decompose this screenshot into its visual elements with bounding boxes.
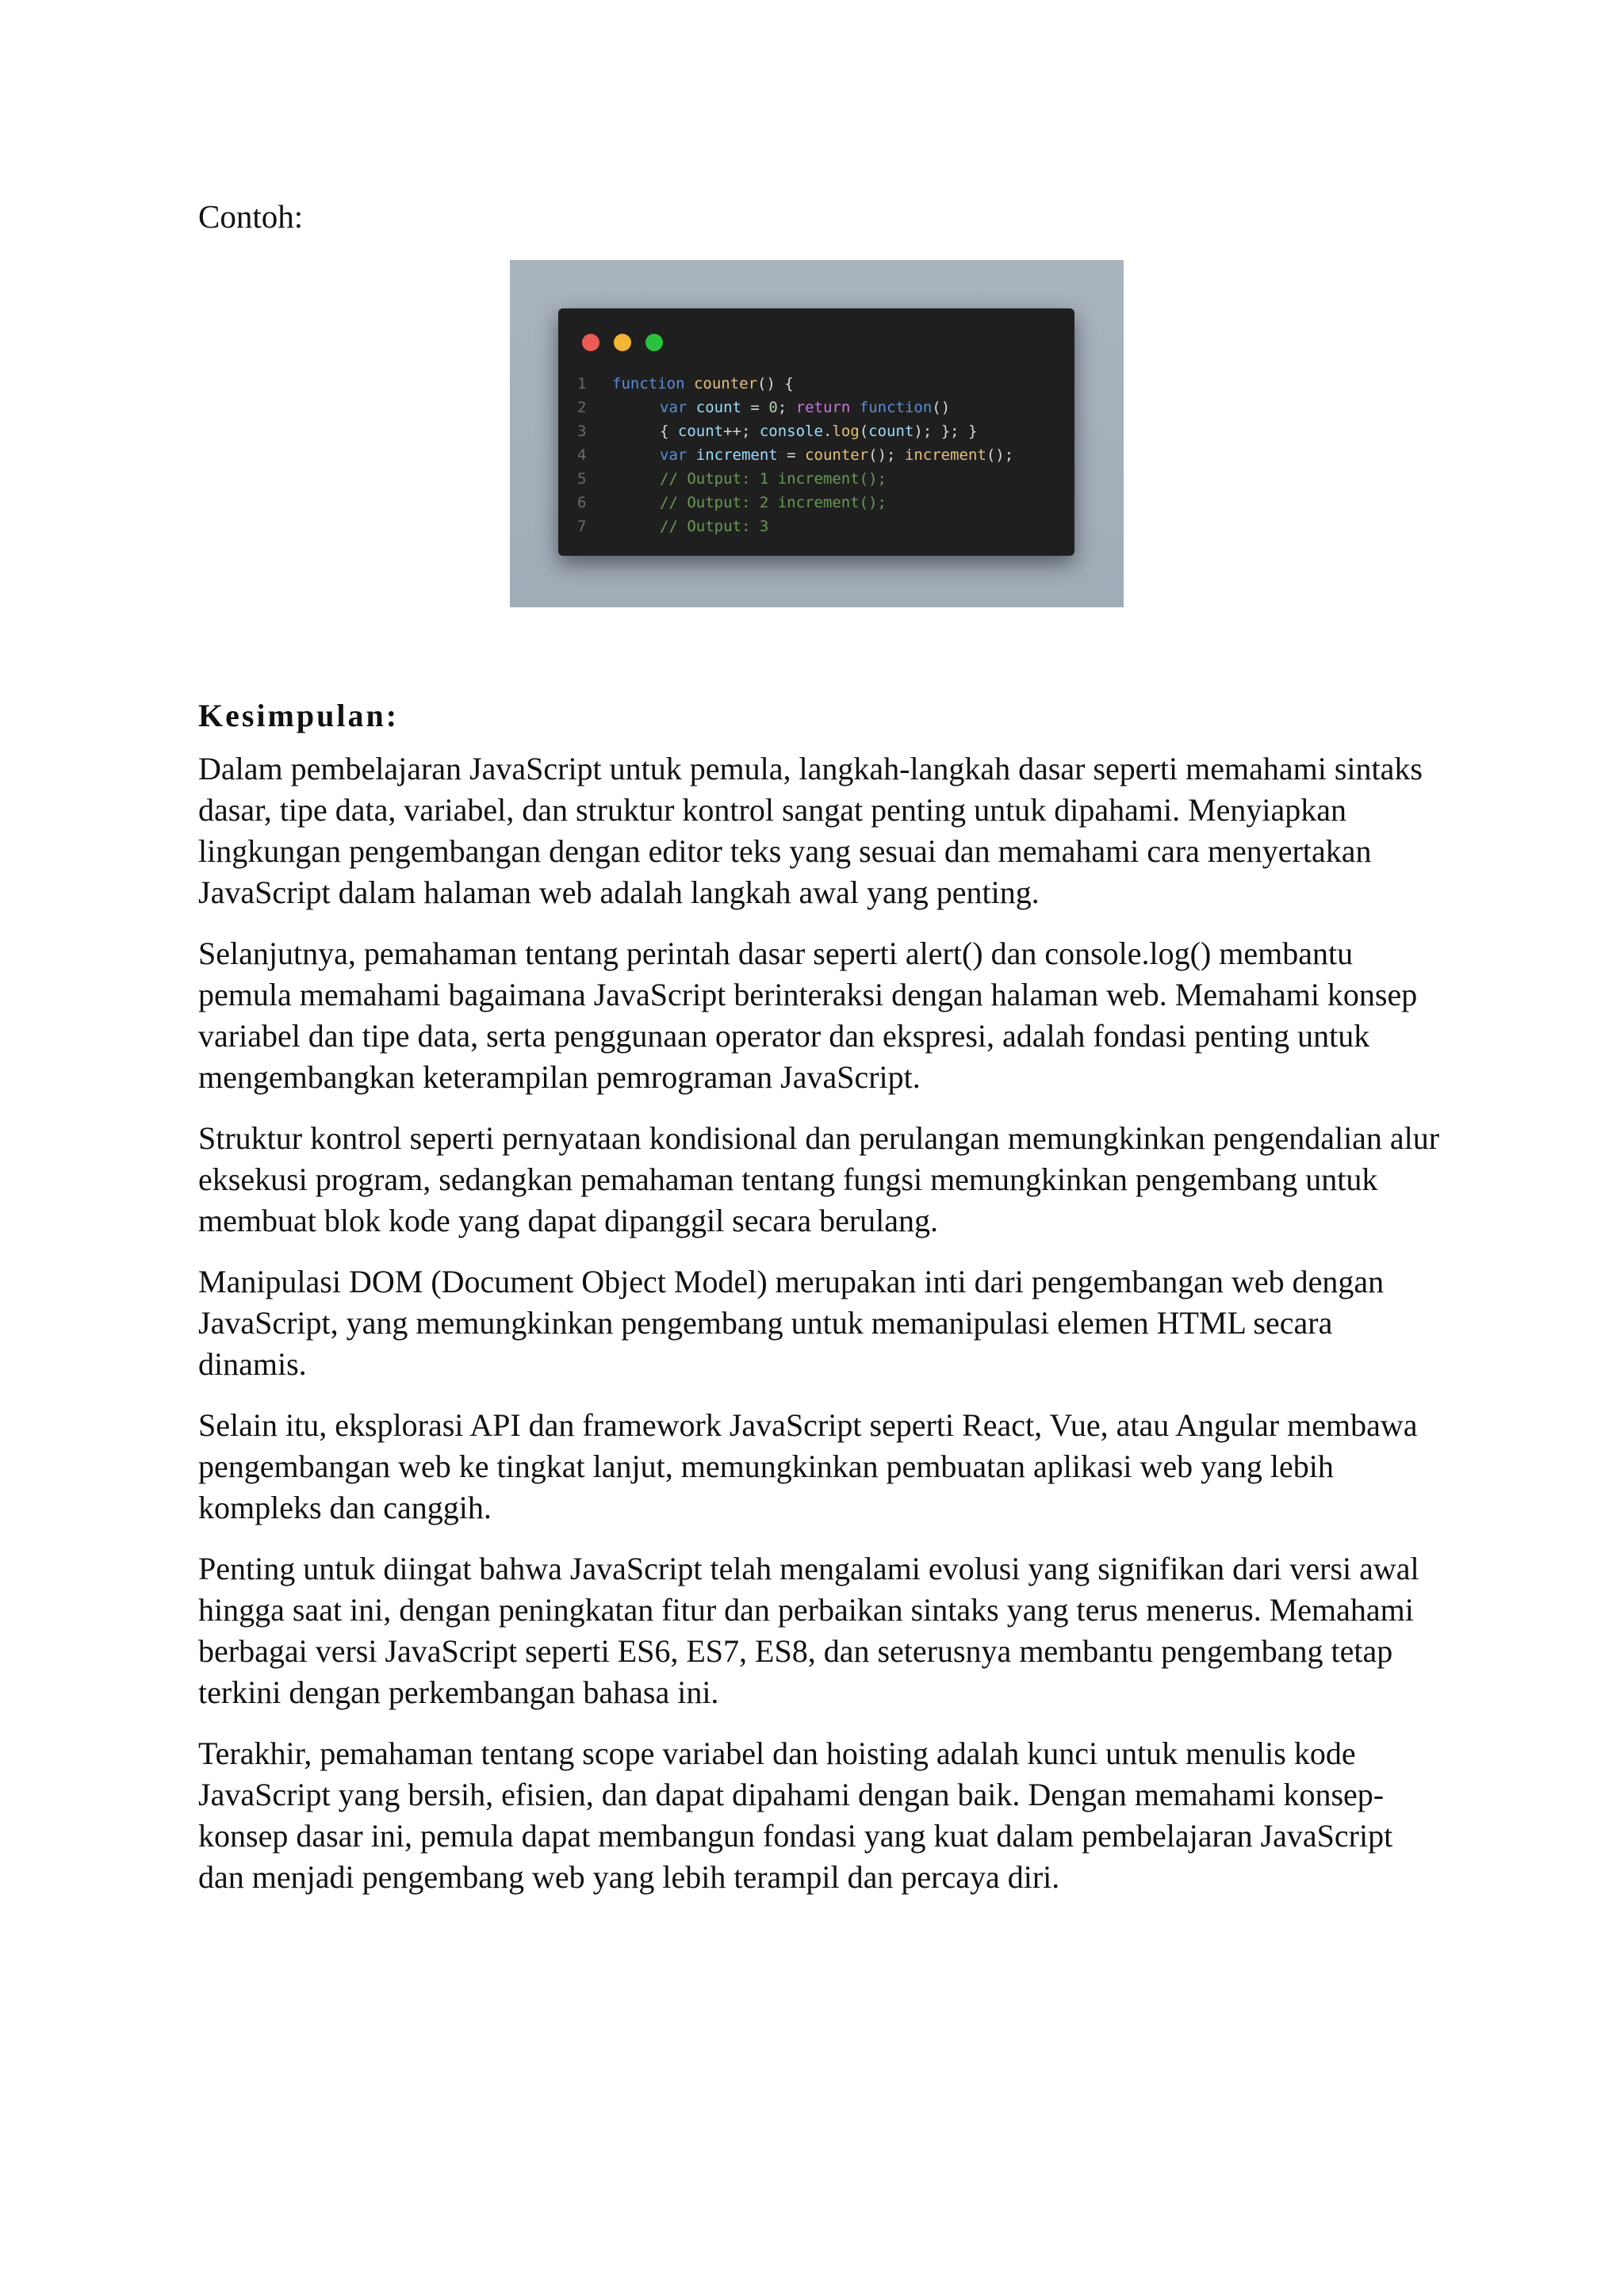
code-token: count [695,399,741,416]
paragraph: Selain itu, eksplorasi API dan framework JavaScript seperti React, Vue, atau Angular membawa pengembangan web ke tingkat lanjut, memungkinkan pembuatan aplikasi web yang lebih kompleks dan canggih. [198,1407,1418,1525]
code-token: function [612,375,685,392]
code-token: var [660,399,688,416]
section-heading: Kesimpulan: [198,698,400,733]
code-token: = [777,446,806,464]
code-token: // Output: 2 increment(); [660,494,887,511]
code-token [687,399,695,416]
code-line [577,443,1013,467]
line-number: 6 [577,494,587,511]
code-token [850,399,859,416]
line-code [612,467,887,491]
line-code [612,372,794,396]
code-window [558,308,1074,556]
code-token: 0 [768,399,778,416]
line-number: 5 [577,470,587,488]
code-line [577,491,1013,515]
paragraph: Dalam pembelajaran JavaScript untuk pemula, langkah-langkah dasar seperti memahami sintaks dasar, tipe data, variabel, dan struktur kontrol sangat penting untuk dipahami. Menyiapkan lingkungan pengembangan dengan editor teks yang sesuai dan memahami cara menyertakan JavaScript dalam halaman web adalah langkah awal yang penting. [198,751,1423,910]
code-token: increment [904,446,986,464]
code-token: ); }; } [914,423,978,440]
line-code [612,515,768,538]
code-token: counter [805,446,869,464]
code-block [577,372,1013,538]
minimize-dot-icon [614,334,631,351]
code-token: () [932,399,951,416]
code-screenshot-figure [510,260,1124,607]
code-token: count [677,423,724,440]
code-line [577,372,1013,396]
paragraph: Struktur kontrol seperti pernyataan kondisional dan perulangan memungkinkan pengendalian alur eksekusi program, sedangkan pemahaman tentang fungsi memungkinkan pengembang untuk membuat blok kode yang dapat dipanggil secara berulang. [198,1120,1440,1238]
code-token [685,375,694,392]
code-token: return [795,399,851,416]
code-line [577,515,1013,538]
code-token: count [868,423,914,440]
code-line [577,419,1013,443]
line-code [612,491,887,515]
line-number: 7 [577,518,587,535]
code-token: function [859,399,933,416]
paragraph: Selanjutnya, pemahaman tentang perintah dasar seperti alert() dan console.log() membantu pemula memahami bagaimana JavaScript berinteraksi dengan halaman web. Memahami konsep variabel dan tipe data, serta penggunaan operator dan ekspresi, adalah fondasi penting untuk mengembangkan keterampilan pemrograman JavaScript. [198,936,1418,1095]
code-token: ++; [723,423,760,440]
close-dot-icon [582,334,599,351]
paragraph: Manipulasi DOM (Document Object Model) merupakan inti dari pengembangan web dengan JavaScript, yang memungkinkan pengembang untuk memanipulasi elemen HTML secara dinamis. [198,1264,1385,1382]
paragraph: Penting untuk diingat bahwa JavaScript telah mengalami evolusi yang signifikan dari versi awal hingga saat ini, dengan peningkatan fitur dan perbaikan sintaks yang terus menerus. Memahami berbagai versi JavaScript seperti ES6, ES7, ES8, dan seterusnya membantu pengembang tetap terkini dengan perkembangan bahasa ini. [198,1551,1419,1710]
line-number: 1 [577,375,587,392]
paragraph: Terakhir, pemahaman tentang scope variabel dan hoisting adalah kunci untuk menulis kode JavaScript yang bersih, efisien, dan dapat dipahami dengan baik. Dengan memahami konsep-konsep dasar ini, pemula dapat membangun fondasi yang kuat dalam pembelajaran JavaScript dan menjadi pengembang web yang lebih terampil dan percaya diri. [198,1735,1393,1895]
code-token: (); [986,446,1014,464]
code-token: . [822,423,833,440]
code-token [687,446,695,464]
code-line [577,396,1013,419]
code-token: = [741,399,769,416]
code-token: () { [757,375,794,392]
code-token: { [660,423,678,440]
maximize-dot-icon [645,334,663,351]
code-token: var [660,446,688,464]
code-token: increment [695,446,778,464]
line-code [612,419,977,443]
line-code [612,443,1013,467]
code-token: counter [693,375,758,392]
code-token: // Output: 3 [660,518,769,535]
line-code [612,396,950,419]
code-token: ; [777,399,796,416]
code-token: (); [868,446,905,464]
line-number: 2 [577,399,587,416]
window-controls [582,334,663,351]
line-number: 3 [577,423,587,440]
code-token: log [832,423,860,440]
code-token: console [759,423,823,440]
line-number: 4 [577,446,587,464]
example-label: Contoh: [198,198,304,235]
code-token: ( [859,423,869,440]
code-token: // Output: 1 increment(); [660,470,887,488]
body-text [198,748,1443,1918]
code-line [577,467,1013,491]
